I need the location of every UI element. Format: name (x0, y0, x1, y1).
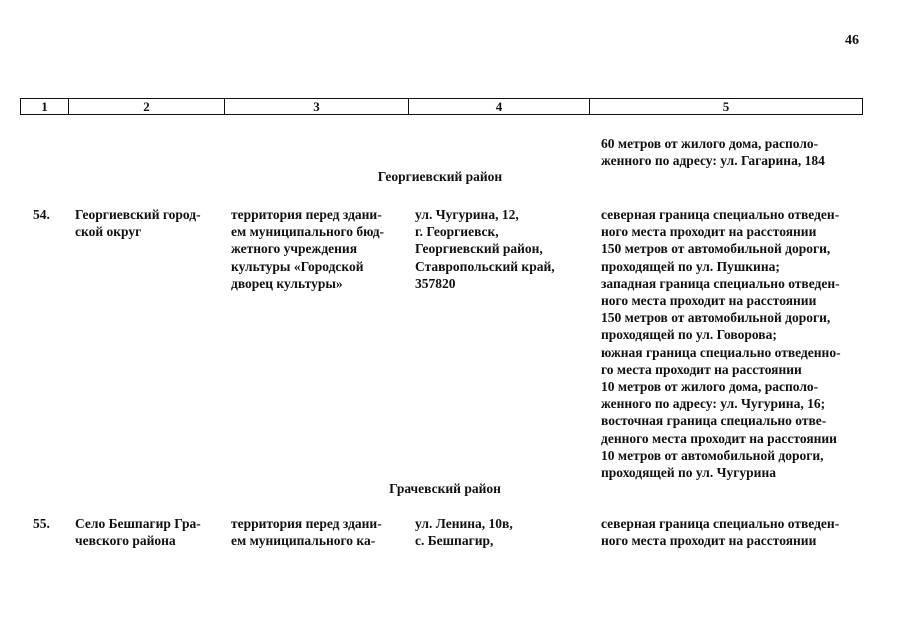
text-line: Георгиевский город- (75, 207, 201, 222)
territory-description (231, 515, 407, 549)
text-line: денного места проходит на расстоянии (601, 430, 837, 446)
text-line: ем муниципального ка- (231, 533, 376, 549)
text-line: ул. Ленина, 10в, (415, 516, 513, 531)
text-line: чевского района (75, 533, 176, 549)
column-header-2: 2 (69, 99, 225, 114)
text-line: ул. Чугурина, 12, (415, 207, 519, 222)
text-line: ем муниципального бюд- (231, 224, 385, 240)
boundary-description (601, 515, 860, 549)
text-line: проходящей по ул. Пушкина; (601, 258, 780, 274)
column-header-5: 5 (722, 99, 730, 114)
municipality-name (75, 206, 218, 240)
address (415, 515, 590, 549)
text-line: 357820 (415, 275, 456, 291)
text-line: дворец культуры» (231, 275, 343, 291)
text-line: Георгиевский район, (415, 241, 543, 257)
boundary-description (601, 206, 860, 481)
text-line: территория перед здани- (231, 207, 382, 222)
column-header-3: 3 (225, 99, 409, 114)
text-line: 150 метров от автомобильной дороги, (601, 310, 831, 326)
text-line: го места проходит на расстоянии (601, 361, 802, 377)
table-header-row (20, 98, 863, 115)
column-header-4: 4 (409, 99, 590, 114)
text-line: 60 метров от жилого дома, располо- (601, 136, 819, 151)
text-line: северная граница специально отведен- (601, 207, 840, 222)
text-line: ного места проходит на расстоянии (601, 293, 817, 309)
text-line: проходящей по ул. Говорова; (601, 327, 777, 343)
text-line: Село Бешпагир Гра- (75, 516, 201, 531)
text-line: территория перед здани- (231, 516, 382, 531)
text-line: 150 метров от автомобильной дороги, (601, 241, 831, 257)
continuation-text (601, 135, 860, 169)
column-header-1: 1 (21, 99, 69, 114)
text-line: с. Бешпагир, (415, 533, 494, 549)
address (415, 206, 590, 292)
text-line: г. Георгиевск, (415, 224, 499, 240)
text-line: западная граница специально отведен- (601, 275, 840, 291)
text-line: ного места проходит на расстоянии (601, 224, 817, 240)
text-line: ской округ (75, 224, 142, 240)
text-line: северная граница специально отведен- (601, 516, 840, 531)
text-line: жетного учреждения (231, 241, 358, 257)
text-line: 10 метров от жилого дома, располо- (601, 379, 819, 395)
text-line: ного места проходит на расстоянии (601, 533, 817, 549)
district-heading: Георгиевский район (377, 169, 503, 184)
text-line: проходящей по ул. Чугурина (601, 465, 776, 481)
text-line: женного по адресу: ул. Гагарина, 184 (601, 153, 825, 169)
page-number: 46 (845, 33, 859, 48)
text-line: культуры «Городской (231, 258, 364, 274)
row-number: 54. (33, 207, 50, 222)
territory-description (231, 206, 407, 292)
text-line: Ставропольский край, (415, 258, 555, 274)
text-line: восточная граница специально отве- (601, 413, 827, 429)
text-line: 10 метров от автомобильной дороги, (601, 447, 824, 463)
text-line: женного по адресу: ул. Чугурина, 16; (601, 396, 826, 412)
municipality-name (75, 515, 218, 549)
text-line: южная граница специально отведенно- (601, 344, 841, 360)
district-heading: Грачевский район (389, 481, 501, 496)
row-number: 55. (33, 516, 50, 531)
